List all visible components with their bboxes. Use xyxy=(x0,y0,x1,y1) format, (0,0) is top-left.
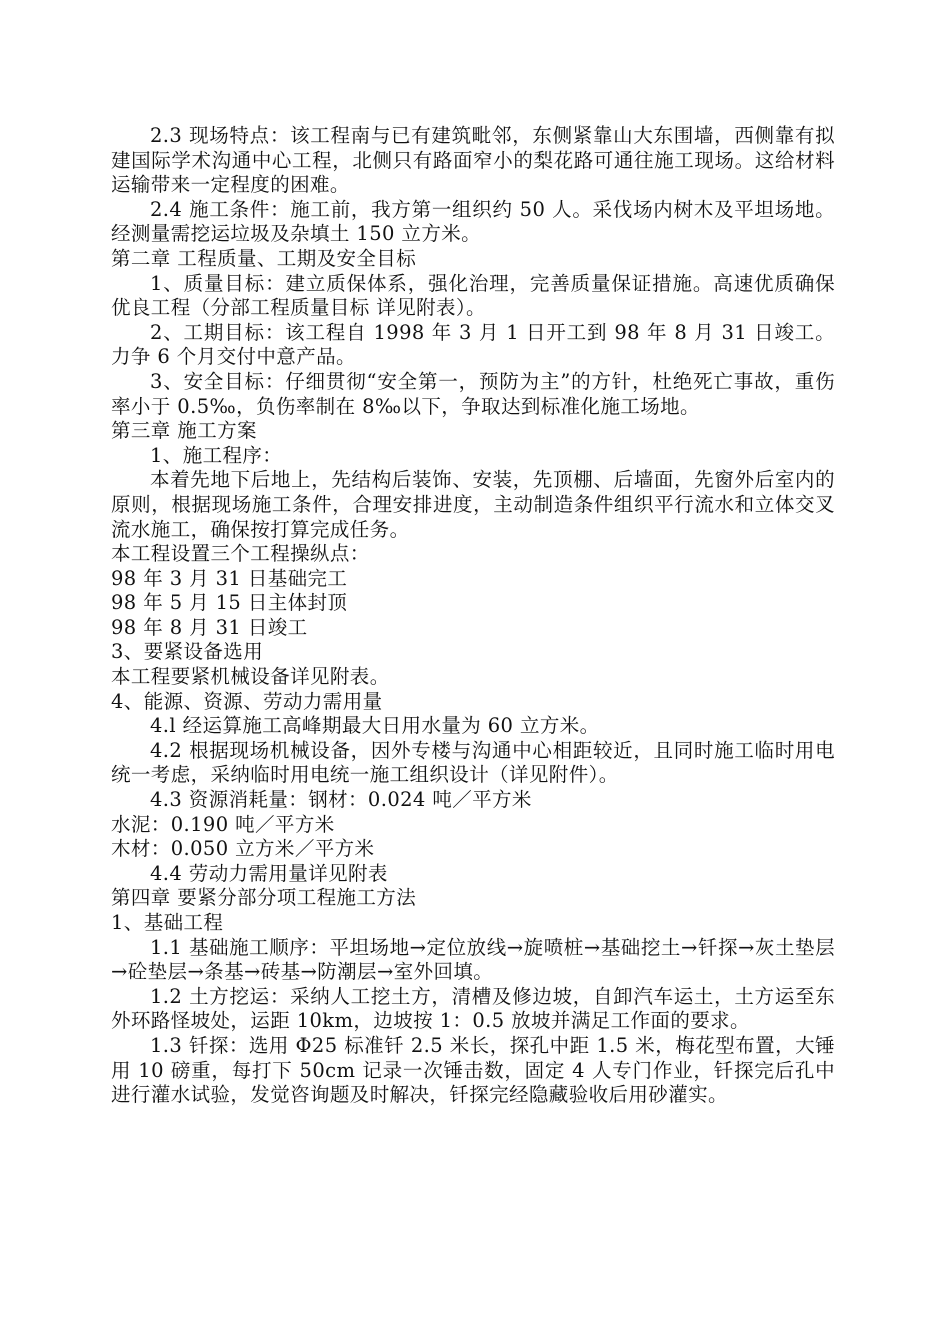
section-foundation-heading: 1、基础工程 xyxy=(111,911,224,934)
paragraph-water-usage: 4.l 经运算施工高峰期最大日用水量为 60 立方米。 xyxy=(150,714,600,738)
paragraph-cement-consumption: 水泥：0.190 吨／平方米 xyxy=(111,812,335,836)
document-body xyxy=(111,124,835,1108)
paragraph-schedule-target: 2、工期目标：该工程自 1998 年 3 月 1 日开工到 98 年 8 月 31 日竣工。力争 6 个月交付中意产品。 xyxy=(111,320,835,369)
paragraph-probing: 1.3 钎探：选用 Φ25 标准钎 2.5 米长，探孔中距 1.5 米，梅花型布置，大锤用 10 磅重，每打下 50cm 记录一次锤击数，固定 4 人专门作业，钎探完后孔中进行灌水试验，发觉咨询题及时解决，钎探完经隐藏验收后用砂灌实。 xyxy=(111,1033,835,1107)
milestone-topping-out: 98 年 5 月 15 日主体封顶 xyxy=(111,591,348,615)
paragraph-procedure-heading: 1、施工程序： xyxy=(150,443,283,467)
section-equipment-heading: 3、要紧设备选用 xyxy=(111,640,264,664)
paragraph-equipment: 本工程要紧机械设备详见附表。 xyxy=(111,665,390,689)
paragraph-labor: 4.4 劳动力需用量详见附表 xyxy=(150,861,388,885)
paragraph-steel-consumption: 4.3 资源消耗量：钢材：0.024 吨／平方米 xyxy=(150,788,532,812)
paragraph-foundation-sequence: 1.1 基础施工顺序：平坦场地→定位放线→旋喷桩→基础挖土→钎探→灰土垫层→砼垫层→条基→砖基→防潮层→室外回填。 xyxy=(111,935,835,984)
chapter-2-heading: 第二章 工程质量、工期及安全目标 xyxy=(111,246,417,270)
section-resources-heading: 4、能源、资源、劳动力需用量 xyxy=(111,689,383,713)
milestone-completion: 98 年 8 月 31 日竣工 xyxy=(111,615,308,639)
paragraph-control-points: 本工程设置三个工程操纵点： xyxy=(111,542,370,566)
paragraph-procedure-principle: 本着先地下后地上，先结构后装饰、安装，先顶棚、后墙面，先窗外后室内的原则，根据现场施工条件，合理安排进度，主动制造条件组织平行流水和立体交叉流水施工，确保按打算完成任务。 xyxy=(111,468,835,541)
milestone-foundation: 98 年 3 月 31 日基础完工 xyxy=(111,566,348,590)
chapter-4-heading: 第四章 要紧分部分项工程施工方法 xyxy=(111,886,417,910)
paragraph-quality-target: 1、质量目标：建立质保体系，强化治理，完善质量保证措施。高速优质确保优良工程（分部工程质量目标 详见附表）。 xyxy=(111,271,835,320)
paragraph-timber-consumption: 木材：0.050 立方米／平方米 xyxy=(111,837,375,861)
paragraph-construction-conditions: 2.4 施工条件：施工前，我方第一组织约 50 人。采伐场内树木及平坦场地。经测量需挖运垃圾及杂填土 150 立方米。 xyxy=(111,197,835,246)
chapter-3-heading: 第三章 施工方案 xyxy=(111,419,257,443)
paragraph-earthwork: 1.2 土方挖运：采纳人工挖土方，清槽及修边坡，自卸汽车运土，土方运至东外环路怪坡处，运距 10km，边坡按 1：0.5 放坡并满足工作面的要求。 xyxy=(111,984,835,1033)
paragraph-site-features: 2.3 现场特点：该工程南与已有建筑毗邻，东侧紧靠山大东围墙，西侧靠有拟建国际学术沟通中心工程，北侧只有路面窄小的梨花路可通往施工现场。这给材料运输带来一定程度的困难。 xyxy=(111,124,835,197)
paragraph-safety-target: 3、安全目标：仔细贯彻“安全第一，预防为主”的方针，杜绝死亡事故，重伤率小于 0.5‰，负伤率制在 8‰以下，争取达到标准化施工场地。 xyxy=(111,369,835,418)
paragraph-electricity: 4.2 根据现场机械设备，因外专楼与沟通中心相距较近，且同时施工临时用电统一考虑，采纳临时用电统一施工组织设计（详见附件）。 xyxy=(111,738,835,787)
